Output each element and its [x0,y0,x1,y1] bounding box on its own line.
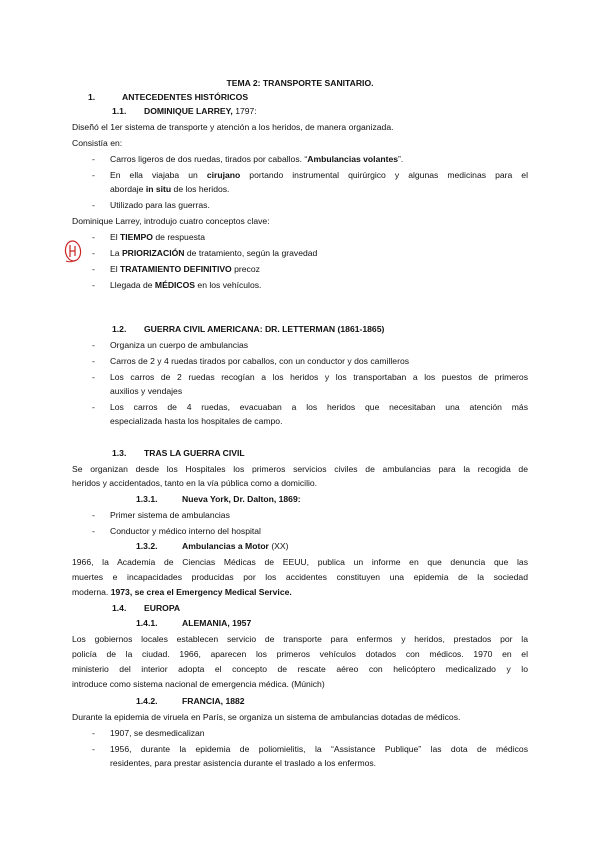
list-dash: - [92,264,95,274]
section-1-3-2-heading: 1.3.2. Ambulancias a Motor (XX) [136,541,289,551]
list-item: Conductor y médico interno del hospital [110,526,261,536]
list-item: Primer sistema de ambulancias [110,510,230,520]
section-1-1-heading: 1.1. DOMINIQUE LARREY, 1797: [112,106,257,116]
list-item-continuation: abordaje in situ de los heridos. [110,184,230,194]
list-item: 1907, se desmedicalizan [110,728,205,738]
list-item: Los carros de 4 ruedas, evacuaban a los heridos que necesitaban una atención más [110,402,528,412]
list-dash: - [92,280,95,290]
section-1-4-1-heading: 1.4.1. ALEMANIA, 1957 [136,618,252,628]
list-item: Utilizado para las guerras. [110,200,210,210]
paragraph-continuation: moderna. 1973, se crea el Emergency Medical Service. [72,587,292,597]
list-dash: - [92,154,95,164]
paragraph: muertes e incapacidades producidas por los accidentes constituyen una epidemia de la sociedad [72,572,528,582]
list-dash: - [92,200,95,210]
list-item: El TRATAMIENTO DEFINITIVO precoz [110,264,260,274]
paragraph-continuation: heridos y accidentados, tanto en la vía pública como a domicilio. [72,478,318,488]
section-1-2-heading: 1.2. GUERRA CIVIL AMERICANA: DR. LETTERMAN (1861-1865) [112,324,385,334]
list-dash: - [92,402,95,412]
section-1-4-heading: 1.4. EUROPA [112,603,181,613]
list-item-continuation: residentes, para prestar asistencia durante el traslado a los enfermos. [110,758,377,768]
paragraph: Los gobiernos locales establecen servicio de transporte para enfermos y heridos, prestados por la [72,634,528,644]
list-item: En ella viajaba un cirujano portando instrumental quirúrgico y algunas medicinas para el [110,170,528,180]
paragraph: Consistía en: [72,138,123,148]
section-1-3-heading: 1.3. TRAS LA GUERRA CIVIL [112,448,245,458]
paragraph: ministerio del interior adopta el concepto de rescate aéreo con helicóptero medicalizado y lo [72,664,528,674]
paragraph: Dominique Larrey, introdujo cuatro conceptos clave: [72,216,270,226]
paragraph: 1966, la Academia de Ciencias Médicas de EEUU, publica un informe en que denuncia que las [72,557,528,567]
handwritten-annotation-icon [63,238,85,264]
list-item: Carros de 2 y 4 ruedas tirados por caballos, con un conductor y dos camilleros [110,356,410,366]
paragraph: policía de la ciudad. 1966, aparecen los primeros vehículos dotados con médicos. 1970 en el [72,649,528,659]
paragraph: Durante la epidemia de viruela en París, se organiza un sistema de ambulancias dotadas de médicos. [72,712,461,722]
list-dash: - [92,356,95,366]
paragraph-continuation: introduce como sistema nacional de emergencia médica. (Múnich) [72,679,325,689]
paragraph: Se organizan desde los Hospitales los primeros servicios civiles de ambulancias para la recogida de [72,464,528,474]
list-dash: - [92,510,95,520]
list-item-continuation: especializada hasta los hospitales de campo. [110,416,283,426]
page-title: TEMA 2: TRANSPORTE SANITARIO. [226,78,374,88]
list-item: La PRIORIZACIÓN de tratamiento, según la gravedad [110,248,318,258]
section-1-3-1-heading: 1.3.1. Nueva York, Dr. Dalton, 1869: [136,494,301,504]
section-1-4-2-heading: 1.4.2. FRANCIA, 1882 [136,696,245,706]
list-dash: - [92,232,95,242]
list-item: El TIEMPO de respuesta [110,232,206,242]
list-item: Llegada de MÉDICOS en los vehículos. [110,280,262,290]
section-1-heading: 1. ANTECEDENTES HISTÓRICOS [88,92,249,102]
list-dash: - [92,340,95,350]
list-dash: - [92,248,95,258]
paragraph: Diseñó el 1er sistema de transporte y atención a los heridos, de manera organizada. [72,122,394,132]
list-dash: - [92,744,95,754]
list-dash: - [92,728,95,738]
list-dash: - [92,526,95,536]
list-dash: - [92,170,95,180]
list-item: Los carros de 2 ruedas recogían a los heridos y los transportaban a los puestos de primeros [110,372,528,382]
list-item-continuation: auxilios y vendajes [110,386,183,396]
list-item: Carros ligeros de dos ruedas, tirados por caballos. “Ambulancias volantes”. [110,154,404,164]
list-item: Organiza un cuerpo de ambulancias [110,340,249,350]
list-dash: - [92,372,95,382]
list-item: 1956, durante la epidemia de poliomielitis, la “Assistance Publique” las dota de médicos [110,744,528,754]
